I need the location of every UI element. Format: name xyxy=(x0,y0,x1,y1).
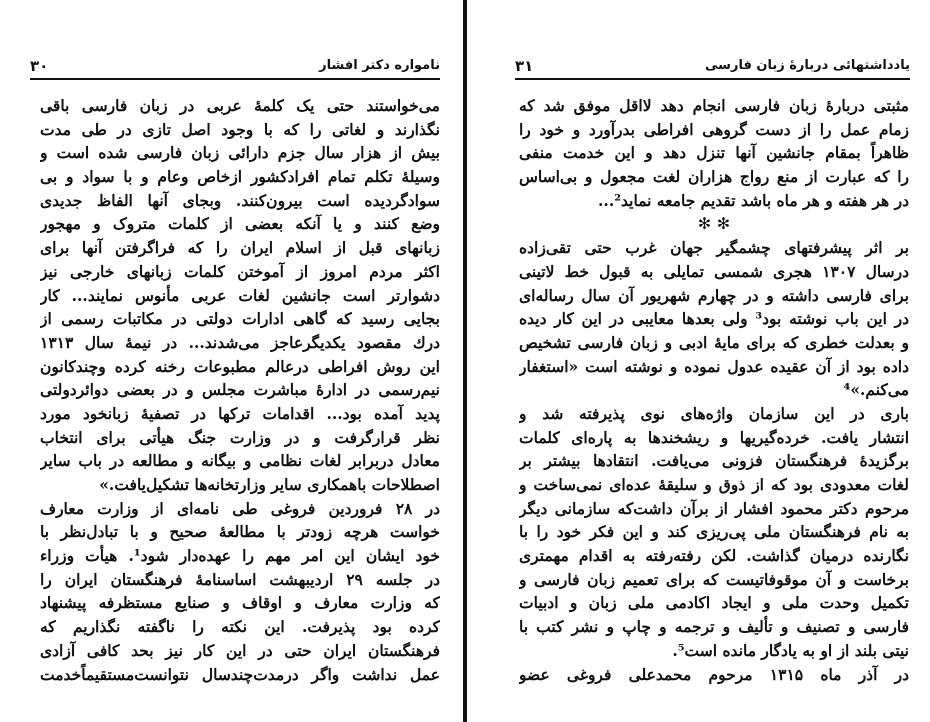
right-page-header xyxy=(515,57,910,77)
text-line: می‌کنم.»⁴ xyxy=(843,380,909,400)
text-line: این روش افراطی درعالم مطبوعات رخنه کرده وچندکانون xyxy=(40,356,440,376)
text-line: در ۲۸ فروردین فروغی طی نامه‌ای از وزارت معارف xyxy=(40,498,440,518)
text-line: لغات معدودی بود که از ذوق و سلیقهٔ عده‌ای نمی‌ساخت و xyxy=(519,475,909,494)
text-line: نظر قرارگرفت و در وزارت جنگ هیأتی برای انتخاب xyxy=(40,427,440,447)
left-page-body xyxy=(40,94,440,686)
text-line: کرده بود پذیرفت. این نکته را ناگفته نگذاریم که xyxy=(40,617,440,637)
text-line: ظاهراً بمقام جانشین آنها تنزل دهد و این خدمت منفی xyxy=(519,143,909,163)
text-line: درك مقصود یکدیگرعاجز می‌شدند... در نیمهٔ سال ۱۳۱۳ xyxy=(40,332,440,352)
text-line: فارسی و تصنیف و تألیف و ترجمه و چاپ و نشر کتب با xyxy=(519,617,909,637)
text-line: نگذارند و لغاتی را که با وجود اصل تازی در طی مدت xyxy=(40,119,440,139)
text-line: معادل دربرابر لغات نظامی و بیگانه و مطالعه در باب سایر xyxy=(40,451,440,471)
left-page xyxy=(0,0,463,722)
text-line: در آذر ماه ۱۳۱۵ مرحوم محمدعلی فروغی عضو xyxy=(519,664,909,684)
text-line: در جلسه ۲۹ اردیبهشت اساسنامهٔ فرهنگستان ایران را xyxy=(40,569,440,589)
text-line: برخاست و آن موقوفاتیست که برای تعمیم زبان فارسی و xyxy=(519,569,909,589)
text-line: در هر هفته و هر ماه باشد تقدیم جامعه نماید²... xyxy=(598,190,909,210)
section-separator: ✻ ✻ xyxy=(697,214,731,234)
text-line: به نام فرهنگستان ملی پی‌ریزی کند و این فکر خود را با xyxy=(519,522,909,542)
text-line: پدید آمده بود... اقدامات ترکها در تصفیهٔ زبانخود مورد xyxy=(40,403,440,423)
text-line: برگزیدهٔ فرهنگستان فزونی می‌یافت. انتقادها بیشتر بر xyxy=(519,451,909,471)
text-line: مرحوم دکتر محمود افشار از برآن داشت‌که سازمانی دیگر xyxy=(519,498,909,518)
text-line: خود ایشان این امر مهم را عهده‌دار شود¹. هیأت وزراء xyxy=(40,546,440,566)
text-line: نگارنده درمیان گذاشت. لکن رفته‌رفته به اقدام مهمتری xyxy=(519,546,909,566)
text-line: نیتی بلند از او به یادگار مانده است⁵. xyxy=(672,640,909,660)
text-line: بیش از هزار سال جزم دارائی زبان فارسی شده است و xyxy=(40,143,440,163)
text-line: اکثر مردم امروز از آموختن کلمات زبانهای خارجی نیز xyxy=(40,261,440,281)
right-header-rule xyxy=(515,78,910,80)
text-line: انتشار یافت. خرده‌گیریها و ریشخندها به پاره‌ای کلمات xyxy=(519,427,909,447)
text-line: را که عبارت از منع رواج هزاران لغت مجعول و بی‌اساس xyxy=(519,167,909,187)
left-page-number: ۳۰ xyxy=(30,57,49,75)
text-line: باری در این سازمان واژه‌های نوی پذیرفته شد و xyxy=(519,403,909,423)
left-running-title: نامواره دکتر افشار xyxy=(319,58,440,73)
text-line: وضع کنند و یا آنکه بعضی از کلمات متروک و مهجور xyxy=(40,214,440,234)
text-line: برای فارسی داشته و در چهارم شهریور آن سال رساله‌ای xyxy=(519,285,909,305)
text-line: داده بود از آن عقیده عدول نموده و نوشته است «استغفار xyxy=(519,356,909,376)
text-line: می‌خواستند حتی یک کلمهٔ عربی در زبان فارسی باقی xyxy=(40,96,440,115)
text-line: درسال ۱۳۰۷ هجری شمسی تمایلی به قبول خط لاتینی xyxy=(519,261,909,281)
text-line: خواست هرچه زودتر با مطالعهٔ صحیح و با تبادل‌نظر با xyxy=(40,522,440,542)
text-line: زبانهای قبل از اسلام ایران را که فراگرفتن آنها برای xyxy=(40,238,440,258)
text-line: تکمیل وحدت ملی و ایجاد اکادمی ملی زبان و ادبیات xyxy=(519,593,909,613)
text-line: وسیلهٔ تکلم تمام افرادکشور ازخاص وعام و با سواد و بی xyxy=(40,167,440,187)
text-line: اصطلاحات باهمکاری سایر وزارتخانه‌ها تشکیل‌یافت.» xyxy=(99,475,440,494)
text-line: که وزارت معارف و اوقاف و صنایع مستظرفه پیشنهاد xyxy=(40,593,440,613)
right-page xyxy=(467,0,930,722)
right-running-title: یادداشتهائی دربارهٔ زبان فارسی xyxy=(705,58,910,73)
left-header-rule xyxy=(30,78,440,80)
text-line: سوادگردیده است بیرون‌کنند. وبجای آنها الفاظ جدیدی xyxy=(40,190,440,210)
text-line: دشوارتر است جانشین لغات عربی مأنوس نمایند... کار xyxy=(40,285,440,305)
left-page-header xyxy=(30,57,440,77)
text-line: مثبتی دربارهٔ زبان فارسی انجام دهد لااقل موفق شد که xyxy=(519,96,909,115)
text-line: بر اثر پیشرفتهای چشمگیر جهان غرب حتی تقی‌زاده xyxy=(519,238,909,258)
text-line: فرهنگستان ایران حتی در این کار نیز بحد کافی آزادی xyxy=(40,640,440,660)
text-line: زمام عمل را از دست گروهی افراطی بدرآورد و خود را xyxy=(519,119,909,139)
right-page-number: ۳۱ xyxy=(515,57,534,75)
text-line: عمل نداشت واگر درمدت‌چندسال نتوانست‌مستقیماً‌خدمت xyxy=(40,664,440,684)
text-line: بجایی رسید که گاهی ادارات دولتی در مکاتبات رسمی از xyxy=(40,309,440,329)
text-line: نیم‌رسمی در ادارهٔ مباشرت مجلس و در بعضی دوائردولتی xyxy=(40,380,440,400)
text-line: در این باب نوشته بود³ ولی بعدها معایبی در این کار دیده xyxy=(519,309,909,329)
right-page-body xyxy=(519,94,909,686)
text-line: و بعدلت خطری که برای مایهٔ ادبی و زبان فارسی تشخیص xyxy=(519,332,909,352)
